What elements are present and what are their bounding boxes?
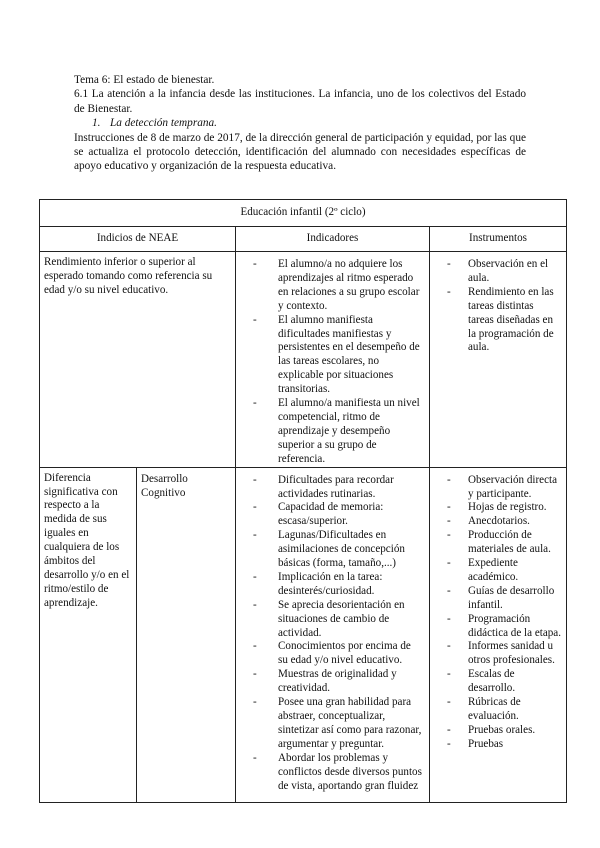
list-item: - Rúbricas de evaluación. — [468, 696, 562, 724]
numbered-subheading — [74, 116, 526, 130]
list-item: - Implicación en la tarea: desinterés/curiosidad. — [278, 571, 423, 599]
list-item: - El alumno manifiesta dificultades manifiestas y persistentes en el desempeño de las tareas escolares, no explicable por situaciones transitorias. — [278, 314, 423, 397]
list-item: - Observación directa y participante. — [468, 474, 562, 502]
list-item: - Lagunas/Dificultades en asimilaciones de concepción básicas (forma, tamaño,...) — [278, 529, 423, 571]
list-item: - Capacidad de memoria: escasa/superior. — [278, 501, 423, 529]
header-indicios: Indicios de NEAE — [40, 227, 236, 252]
list-item: - Expediente académico. — [468, 557, 562, 585]
section-heading: 6.1 La atención a la infancia desde las instituciones. La infancia, uno de los colectivos del Estado de Bienestar. — [74, 88, 526, 115]
intro-section — [74, 73, 526, 174]
header-instrumentos: Instrumentos — [430, 227, 567, 252]
instrumentos-cell — [430, 467, 567, 802]
list-item: - Pruebas orales. — [468, 724, 562, 738]
list-item: - Programación didáctica de la etapa. — [468, 613, 562, 641]
topic-title: Tema 6: El estado de bienestar. — [74, 74, 215, 86]
header-indicadores: Indicadores — [236, 227, 430, 252]
indicio-cell: Rendimiento inferior o superior al esperado tomando como referencia su edad y/o su nivel educativo. — [40, 252, 236, 468]
indicio-cell: Diferencia significativa con respecto a la medida de sus iguales en cualquiera de los ámbitos del desarrollo y/o en el ritmo/estilo de aprendizaje. — [40, 467, 137, 802]
instrumentos-list — [430, 468, 566, 752]
indicadores-list — [236, 468, 429, 794]
subarea-cell: Desarrollo Cognitivo — [137, 467, 236, 802]
list-item: - Posee una gran habilidad para abstraer, conceptualizar, sintetizar así como para razonar, argumentar y preguntar. — [278, 696, 423, 752]
subheading-text: La detección temprana. — [110, 117, 217, 130]
list-item: - Muestras de originalidad y creatividad. — [278, 668, 423, 696]
list-item: - Dificultades para recordar actividades rutinarias. — [278, 474, 423, 502]
list-item: - El alumno/a no adquiere los aprendizajes al ritmo esperado en relaciones a su grupo escolar y contexto. — [278, 258, 423, 314]
list-item: - Anecdotarios. — [468, 515, 562, 529]
instructions-paragraph: Instrucciones de 8 de marzo de 2017, de la dirección general de participación y equidad, por las que se actualiza el protocolo detección, identificación del alumnado con necesidades específicas de apoyo educativo y organización de la respuesta educativa. — [74, 131, 526, 173]
list-item: - Hojas de registro. — [468, 501, 562, 515]
instrumentos-cell — [430, 252, 567, 468]
list-item: - Rendimiento en las tareas distintas tareas diseñadas en la programación de aula. — [468, 286, 562, 356]
list-item: - Pruebas — [468, 738, 562, 752]
list-item: - Se aprecia desorientación en situaciones de cambio de actividad. — [278, 599, 423, 641]
table-row — [40, 467, 567, 802]
indicadores-cell — [236, 467, 430, 802]
instrumentos-list — [430, 252, 566, 355]
indicadores-cell — [236, 252, 430, 468]
list-item: - Escalas de desarrollo. — [468, 668, 562, 696]
table-caption: Educación infantil (2º ciclo) — [40, 200, 567, 227]
list-item: - Conocimientos por encima de su edad y/o nivel educativo. — [278, 640, 423, 668]
list-item: - Guías de desarrollo infantil. — [468, 585, 562, 613]
list-item: - El alumno/a manifiesta un nivel competencial, ritmo de aprendizaje y desempeño superior a su grupo de referencia. — [278, 397, 423, 467]
list-item: - Informes sanidad u otros profesionales. — [468, 640, 562, 668]
subheading-number: 1. — [92, 117, 101, 130]
neae-table — [39, 199, 567, 803]
list-item: - Producción de materiales de aula. — [468, 529, 562, 557]
list-item: - Abordar los problemas y conflictos desde diversos puntos de vista, aportando gran fluidez — [278, 752, 423, 794]
table-row — [40, 252, 567, 468]
indicadores-list — [236, 252, 429, 467]
list-item: - Observación en el aula. — [468, 258, 562, 286]
